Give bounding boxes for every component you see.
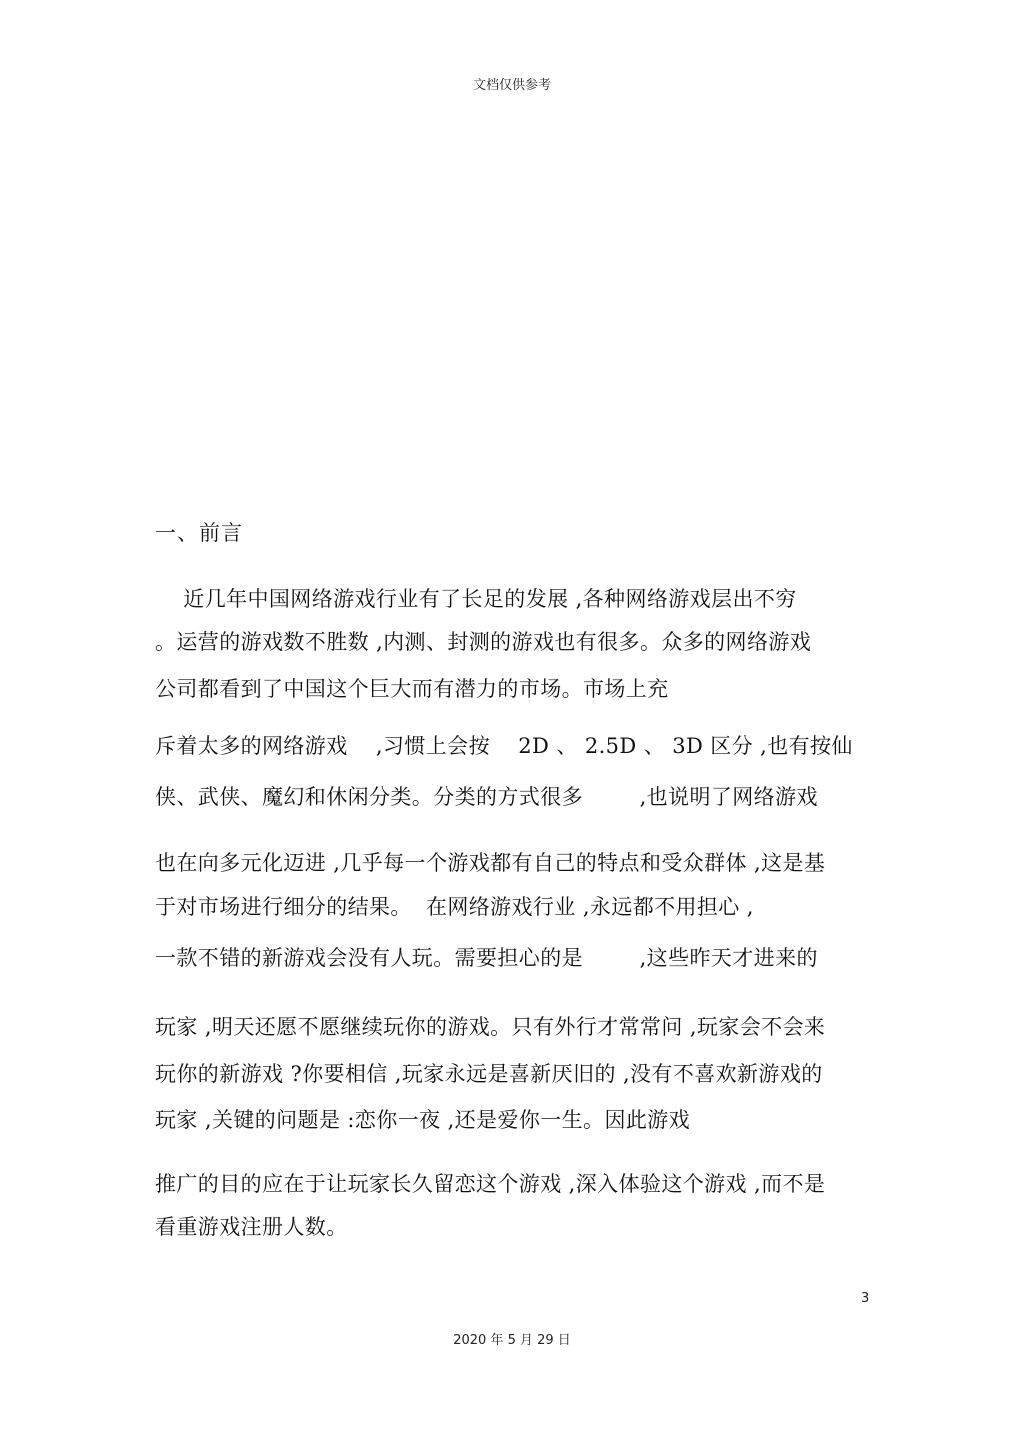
page-number: 3 [861, 1291, 870, 1306]
body-line: 侠、武侠、魔幻和休闲分类。分类的方式很多 ,也说明了网络游戏 [155, 785, 818, 809]
body-line: 玩你的新游戏 ?你要相信 ,玩家永远是喜新厌旧的 ,没有不喜欢新游戏的 [155, 1062, 823, 1086]
footer-date: 2020 年 5 月 29 日 [453, 1333, 571, 1348]
body-line: 玩家 ,明天还愿不愿继续玩你的游戏。只有外行才常常问 ,玩家会不会来 [155, 1015, 826, 1039]
header-note: 文档仅供参考 [472, 78, 551, 93]
body-line: 看重游戏注册人数。 [155, 1215, 348, 1239]
body-line: 推广的目的应在于让玩家长久留恋这个游戏 ,深入体验这个游戏 ,而不是 [155, 1172, 826, 1196]
body-line: 公司都看到了中国这个巨大而有潜力的市场。市场上充 [155, 677, 669, 701]
body-line: 玩家 ,关键的问题是 :恋你一夜 ,还是爱你一生。因此游戏 [155, 1108, 691, 1132]
body-line: 。运营的游戏数不胜数 ,内测、封测的游戏也有很多。众多的网络游戏 [155, 630, 812, 654]
body-line: 近几年中国网络游戏行业有了长足的发展 ,各种网络游戏层出不穷 [155, 587, 797, 611]
body-line: 斥着太多的网络游戏 ,习惯上会按 2D 、 2.5D 、 3D 区分 ,也有按仙 [155, 734, 853, 758]
body-line: 一款不错的新游戏会没有人玩。需要担心的是 ,这些昨天才进来的 [155, 946, 818, 970]
body-line: 也在向多元化迈进 ,几乎每一个游戏都有自己的特点和受众群体 ,这是基 [155, 851, 826, 875]
section-heading: 一、前言 [155, 521, 243, 545]
body-line: 于对市场进行细分的结果。 在网络游戏行业 ,永远都不用担心 , [155, 895, 754, 919]
